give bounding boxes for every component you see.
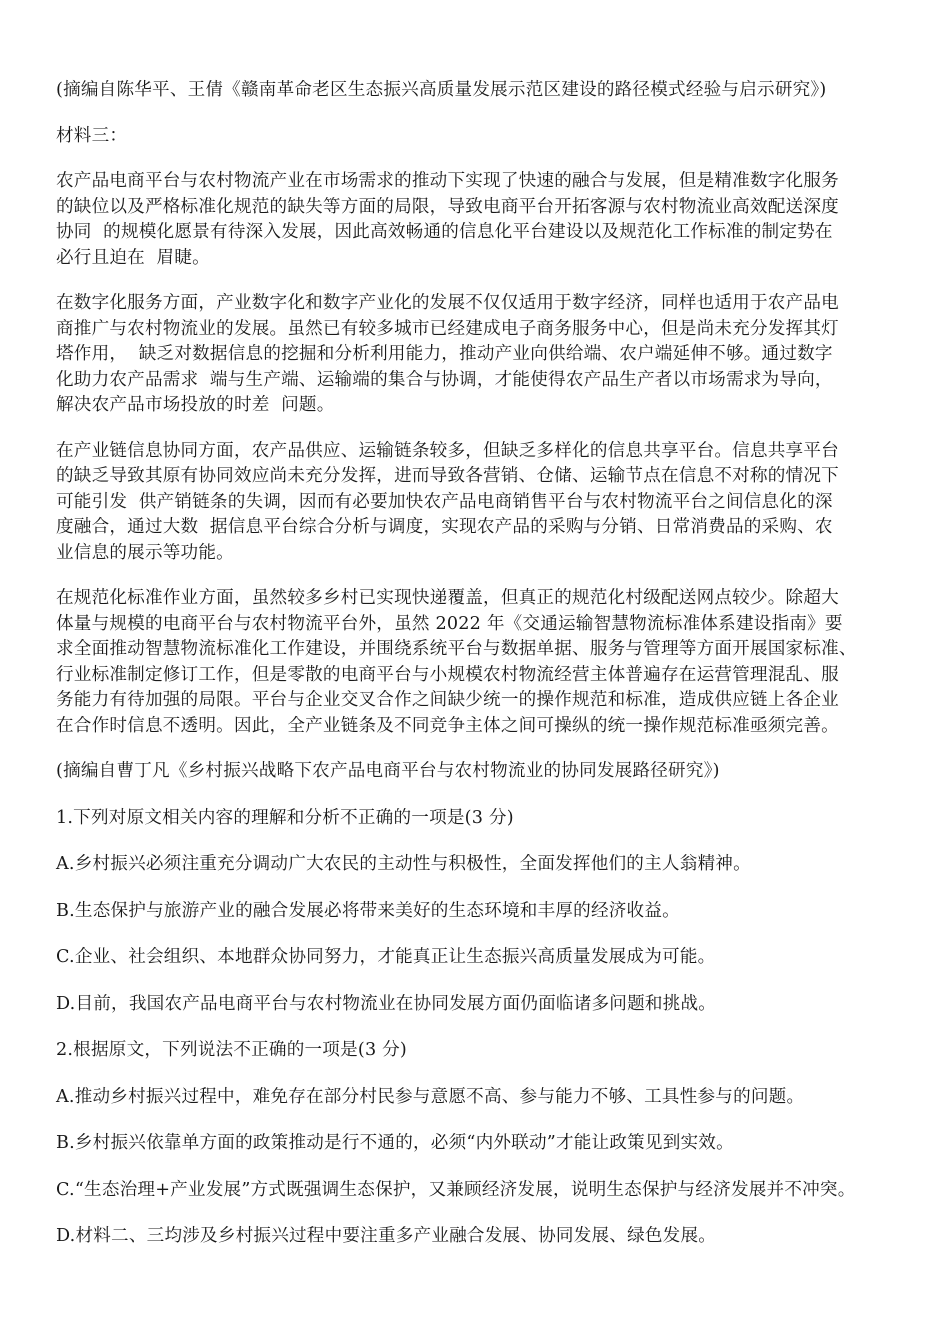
text-line: 体量与规模的电商平台与农村物流平台外，虽然 2022 年《交通运输智慧物流标准体系建设指南》要 bbox=[56, 613, 843, 634]
option-c: C.“生态治理+产业发展”方式既强调生态保护，又兼顾经济发展，说明生态保护与经济发展并不冲突。 bbox=[56, 1179, 856, 1200]
text-line: 塔作用， 缺乏对数据信息的挖掘和分析利用能力，推动产业向供给端、农户端延伸不够。通过数字 bbox=[56, 344, 833, 364]
material-3-title: 材料三： bbox=[56, 125, 128, 146]
text-line: 解决农产品市场投放的时差 问题。 bbox=[56, 395, 335, 415]
text-line: 协同 的规模化愿景有待深入发展，因此高效畅通的信息化平台建设以及规范化工作标准的制定势在 bbox=[56, 222, 833, 242]
option-a: A.乡村振兴必须注重充分调动广大农民的主动性与积极性，全面发挥他们的主人翁精神。 bbox=[56, 854, 751, 874]
text-line: 行业标准制定修订工作，但是零散的电商平台与小规模农村物流经营主体普遍存在运营管理混乱、服 bbox=[56, 664, 839, 685]
option-b: B.生态保护与旅游产业的融合发展必将带来美好的生态环境和丰厚的经济收益。 bbox=[56, 900, 680, 921]
text-line: 的缺乏导致其原有协同效应尚未充分发挥，进而导致各营销、仓储、运输节点在信息不对称的情况下 bbox=[56, 466, 839, 486]
option-d: D.目前，我国农产品电商平台与农村物流业在协同发展方面仍面临诸多问题和挑战。 bbox=[56, 993, 717, 1014]
option-b: B.乡村振兴依靠单方面的政策推动是行不通的，必须“内外联动”才能让政策见到实效。 bbox=[56, 1133, 734, 1153]
text-line: 求全面推动智慧物流标准化工作建设，并围绕系统平台与数据单据、服务与管理等方面开展国家标准、 bbox=[56, 639, 857, 659]
text-line: 的缺位以及严格标准化规范的缺失等方面的局限，导致电商平台开拓客源与农村物流业高效配送深度 bbox=[56, 196, 839, 217]
question-1 bbox=[56, 806, 896, 1018]
option-d: D.材料二、三均涉及乡村振兴过程中要注重多产业融合发展、协同发展、绿色发展。 bbox=[56, 1226, 717, 1246]
text-line: 农产品电商平台与农村物流产业在市场需求的推动下实现了快速的融合与发展，但是精准数字化服务 bbox=[56, 171, 839, 191]
source-citation-2: (摘编自曹丁凡《乡村振兴战略下农产品电商平台与农村物流业的协同发展路径研究》) bbox=[56, 761, 720, 781]
text-line: 可能引发 供产销链条的失调，因而有必要加快农产品电商销售平台与农村物流平台之间信息化的深 bbox=[56, 491, 833, 512]
text-line: 业信息的展示等功能。 bbox=[56, 542, 234, 563]
text-line: 在产业链信息协同方面，农产品供应、运输链条较多，但缺乏多样化的信息共享平台。信息共享平台 bbox=[56, 440, 839, 461]
text-line: 在合作时信息不透明。因此，全产业链条及不同竞争主体之间可操纵的统一操作规范标准亟须完善。 bbox=[56, 715, 839, 736]
option-a: A.推动乡村振兴过程中，难免存在部分村民参与意愿不高、参与能力不够、工具性参与的问题。 bbox=[56, 1086, 805, 1107]
text-line: 务能力有待加强的局限。平台与企业交叉合作之间缺少统一的操作规范和标准，造成供应链上各企业 bbox=[56, 690, 839, 710]
text-line: 在数字化服务方面，产业数字化和数字产业化的发展不仅仅适用于数字经济，同样也适用于农产品电 bbox=[56, 293, 839, 313]
text-line: 在规范化标准作业方面，虽然较多乡村已实现快递覆盖，但真正的规范化村级配送网点较少。除超大 bbox=[56, 588, 839, 608]
text-line: 度融合，通过大数 据信息平台综合分析与调度，实现农产品的采购与分销、日常消费品的采购、农 bbox=[56, 517, 833, 537]
question-stem: 1.下列对原文相关内容的理解和分析不正确的一项是(3 分) bbox=[56, 807, 514, 828]
paragraph-1 bbox=[56, 169, 896, 271]
text-line: 必行且迫在 眉睫。 bbox=[56, 247, 210, 268]
paragraph-4 bbox=[56, 586, 896, 739]
text-line: 商推广与农村物流业的发展。虽然已有较多城市已经建成电子商务服务中心，但是尚未充分发挥其灯 bbox=[56, 318, 839, 339]
source-citation-1: (摘编自陈华平、王倩《赣南革命老区生态振兴高质量发展示范区建设的路径模式经验与启示研究》) bbox=[56, 80, 827, 100]
question-stem: 2.根据原文，下列说法不正确的一项是(3 分) bbox=[56, 1040, 407, 1060]
paragraph-3 bbox=[56, 439, 896, 567]
document-page bbox=[56, 78, 896, 1250]
option-c: C.企业、社会组织、本地群众协同努力，才能真正让生态振兴高质量发展成为可能。 bbox=[56, 947, 716, 967]
text-line: 化助力农产品需求 端与生产端、运输端的集合与协调，才能使得农产品生产者以市场需求为导向， bbox=[56, 369, 833, 390]
question-2 bbox=[56, 1038, 896, 1250]
paragraph-2 bbox=[56, 291, 896, 419]
